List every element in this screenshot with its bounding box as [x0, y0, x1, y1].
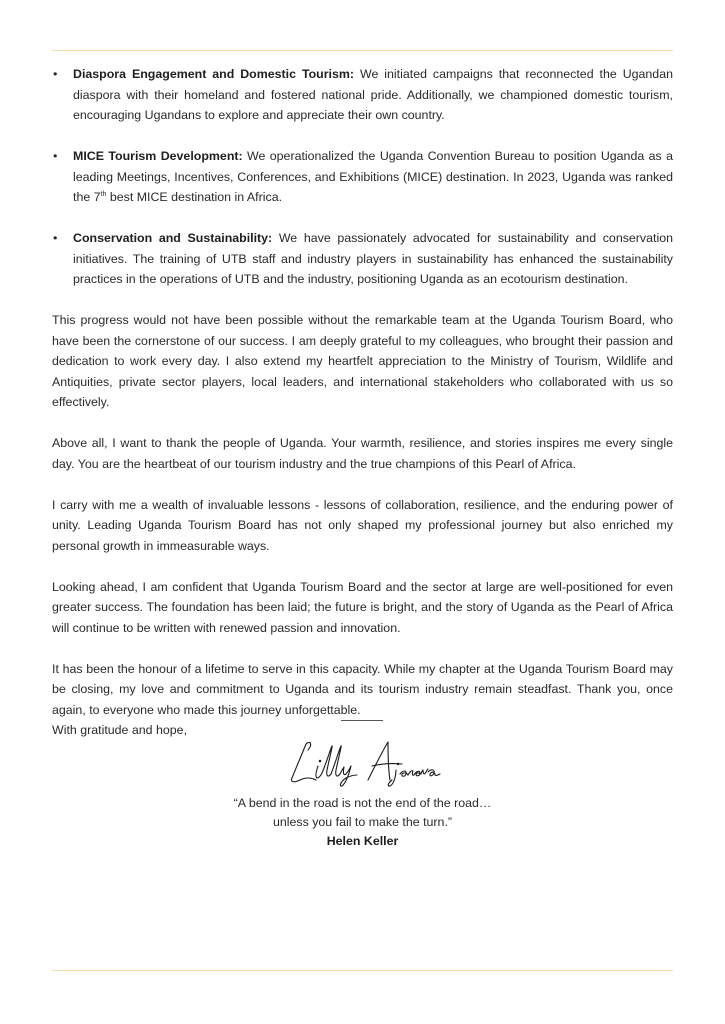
achievements-list: [52, 64, 673, 290]
paragraph-team: This progress would not have been possible without the remarkable team at the Uganda Tourism Board, who have been the cornerstone of our success. I am deeply grateful to my colleagues, who brought their passion and dedication to work every day. I also extend my heartfelt appreciation to the Ministry of Tourism, Wildlife and Antiquities, private sector players, local leaders, and international stakeholders who collaborated with us so effectively.: [52, 313, 673, 409]
quote-line: “A bend in the road is not the end of the road…: [233, 796, 492, 810]
bullet-icon: •: [53, 231, 58, 245]
closing-line: With gratitude and hope,: [52, 723, 188, 737]
signature-image: [280, 736, 450, 788]
quote-line: unless you fail to make the turn.”: [272, 815, 453, 829]
top-divider: [52, 50, 673, 51]
list-item: [52, 228, 673, 290]
closing-quote: [52, 794, 673, 851]
letter-body: [52, 64, 673, 741]
list-item: [52, 146, 673, 208]
quote-author: Helen Keller: [326, 834, 399, 848]
signature-separator: [341, 720, 383, 721]
paragraph-people: Above all, I want to thank the people of Uganda. Your warmth, resilience, and stories inspires me every single day. You are the heartbeat of our tourism industry and the true champions of this Pearl of Africa.: [52, 436, 673, 471]
bullet-icon: •: [53, 149, 58, 163]
bullet-title: MICE Tourism Development:: [73, 149, 243, 163]
bullet-title: Conservation and Sustainability:: [73, 231, 273, 245]
paragraph-future: Looking ahead, I am confident that Uganda Tourism Board and the sector at large are well-positioned for even greater success. The foundation has been laid; the future is bright, and the story of Uganda as the Pearl of Africa will continue to be written with renewed passion and innovation.: [52, 579, 673, 635]
bullet-title: Diaspora Engagement and Domestic Tourism:: [73, 67, 355, 81]
ordinal-suffix: th: [100, 190, 107, 198]
bullet-icon: •: [53, 67, 58, 81]
bullet-text: We operationalized the Uganda Convention Bureau to position Uganda as a leading Meetings, Incentives, Conferences, and Exhibitions (MICE) destination. In 2023, Uganda was ranked the 7: [73, 149, 673, 204]
bullet-text: We initiated campaigns that reconnected the Ugandan diaspora with their homeland and fostered national pride. Additionally, we championed domestic tourism, encouraging Ugandans to explore and appreciate their own country.: [73, 67, 673, 122]
list-item: [52, 64, 673, 126]
paragraph-honour: It has been the honour of a lifetime to serve in this capacity. While my chapter at the Uganda Tourism Board may be closing, my love and commitment to Uganda and its tourism industry remain steadfast. Thank you, once again, to everyone who made this journey unforgettable.: [52, 661, 673, 717]
bottom-divider: [52, 970, 673, 971]
bullet-text: best MICE destination in Africa.: [106, 190, 283, 204]
bullet-text: We have passionately advocated for sustainability and conservation initiatives. The training of UTB staff and industry players in sustainability has enhanced the sustainability practices in the operations of UTB and the industry, positioning Uganda as an ecotourism destination.: [73, 231, 673, 286]
paragraph-lessons: I carry with me a wealth of invaluable lessons - lessons of collaboration, resilience, and the enduring power of unity. Leading Uganda Tourism Board has not only shaped my professional journey but also enriched my personal growth in immeasurable ways.: [52, 497, 673, 553]
